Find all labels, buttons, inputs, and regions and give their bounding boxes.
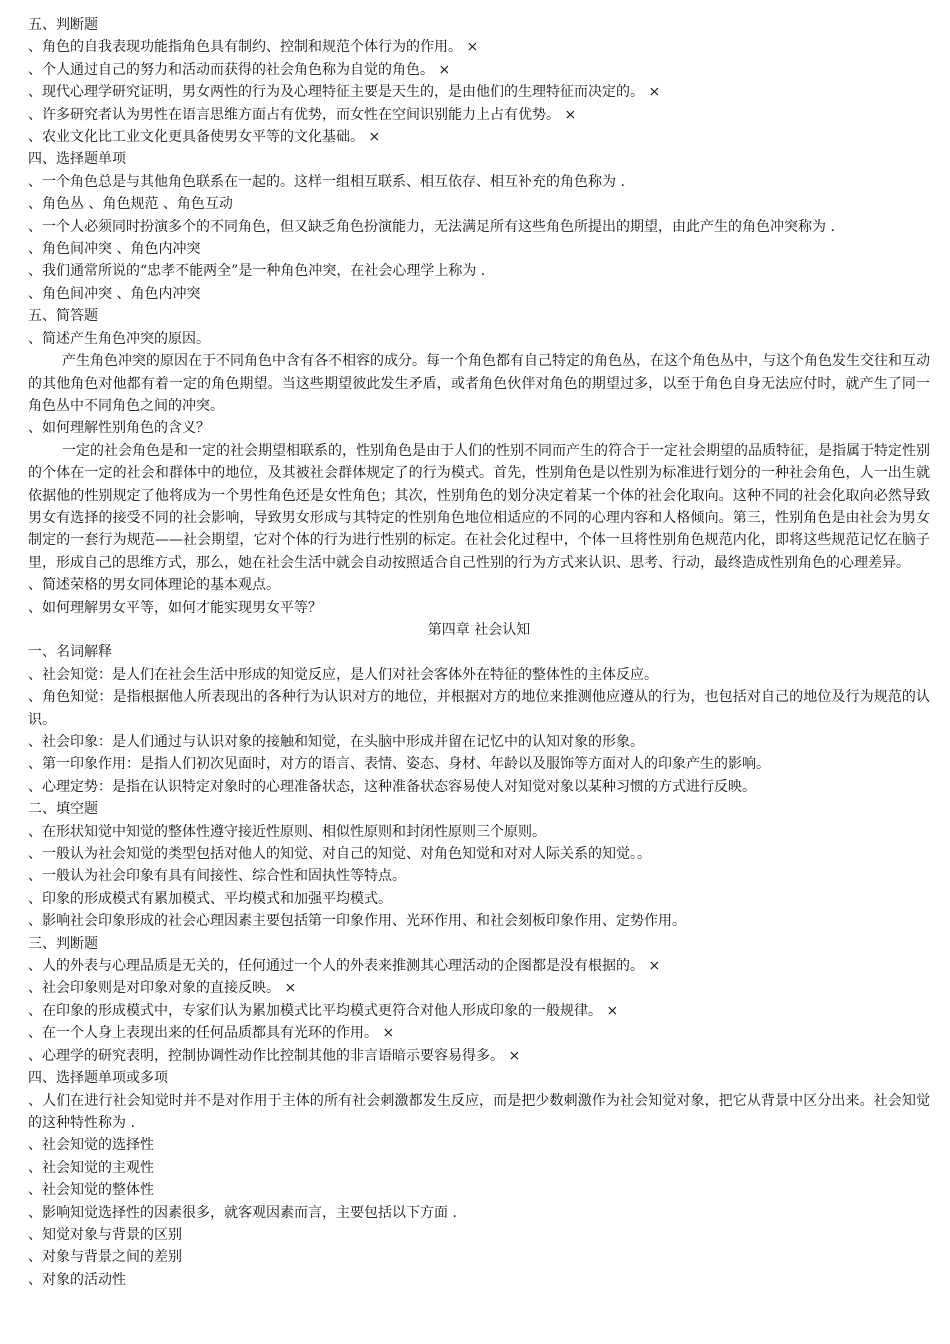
text-line: 、角色间冲突 、角色内冲突 xyxy=(28,285,201,302)
text-line: 、社会知觉：是人们在社会生活中形成的知觉反应，是人们对社会客体外在特征的整体性的主体反应。 xyxy=(28,666,658,683)
text-line: 一定的社会角色是和一定的社会期望相联系的，性别角色是由于人们的性别不同而产生的符合于一定社会期望的品质特征，是指属于特定性别的个体在一定的社会和群体中的地位，及其被社会群体规定了的行为模式。首先，性别角色是以性别为标准进行划分的一种社会角色，人一出生就依据他的性别规定了他将成为一个男性角色还是女性角色；其次，性别角色的划分决定着某一个体的社会化取向。这种不同的社会化取向必然导致男女有选择的接受不同的社会影响，导致男女形成与其特定的性别角色地位相适应的不同的心理内容和人格倾向。第三，性别角色是由社会为男女制定的一套行为规范——社会期望，它对个体的行为进行性别的标定。在社会化过程中，个体一旦将性别角色规范内化，即将这些规范记忆在脑子里，形成自己的思维方式，那么，她在社会生活中就会自动按照适合自己性别的行为方式来认识、思考、行动，最终造成性别角色的心理差异。 xyxy=(28,442,930,571)
text-line: 、个人通过自己的努力和活动而获得的社会角色称为自觉的角色。 × xyxy=(28,61,451,78)
text-line: 四、选择题单项或多项 xyxy=(28,1070,168,1087)
text-line: 、一般认为社会知觉的类型包括对他人的知觉、对自己的知觉、对角色知觉和对对人际关系的知觉。。 xyxy=(28,846,651,863)
text-line: 、社会印象则是对印象对象的直接反映。 × xyxy=(28,980,297,997)
text-line: 、社会知觉的整体性 xyxy=(28,1182,154,1199)
document-page xyxy=(28,14,930,1291)
text-line: 、许多研究者认为男性在语言思维方面占有优势，而女性在空间识别能力上占有优势。 × xyxy=(28,106,577,123)
text-line: 、在一个人身上表现出来的任何品质都具有光环的作用。 × xyxy=(28,1025,395,1042)
text-line: 、角色的自我表现功能指角色具有制约、控制和规范个体行为的作用。 × xyxy=(28,39,479,56)
text-line: 、农业文化比工业文化更具备使男女平等的文化基础。 × xyxy=(28,129,381,146)
text-line: 、如何理解男女平等，如何才能实现男女平等？ xyxy=(28,599,322,616)
text-line: 、人的外表与心理品质是无关的，任何通过一个人的外表来推测其心理活动的企图都是没有根据的。 × xyxy=(28,958,661,975)
text-line: 、心理定势：是指在认识特定对象时的心理准备状态，这种准备状态容易使人对知觉对象以某种习惯的方式进行反映。 xyxy=(28,778,756,795)
text-line: 、知觉对象与背景的区别 xyxy=(28,1226,182,1243)
text-line: 、一般认为社会印象有具有间接性、综合性和固执性等特点。 xyxy=(28,868,406,885)
text-line: 、印象的形成模式有累加模式、平均模式和加强平均模式。 xyxy=(28,890,392,907)
text-line: 、在印象的形成模式中，专家们认为累加模式比平均模式更符合对他人形成印象的一般规律。 × xyxy=(28,1002,619,1019)
text-line: 、第一印象作用：是指人们初次见面时，对方的语言、表情、姿态、身材、年龄以及服饰等方面对人的印象产生的影响。 xyxy=(28,756,770,773)
text-line: 、影响知觉选择性的因素很多，就客观因素而言，主要包括以下方面 . xyxy=(28,1204,457,1221)
text-line: 、在形状知觉中知觉的整体性遵守接近性原则、相似性原则和封闭性原则三个原则。 xyxy=(28,823,546,840)
text-line: 、角色知觉：是指根据他人所表现出的各种行为认识对方的地位，并根据对方的地位来推测他应遵从的行为，也包括对自己的地位及行为规范的认识。 xyxy=(28,689,930,728)
text-line: 、简述荣格的男女同体理论的基本观点。 xyxy=(28,577,280,594)
text-line: 四、选择题单项 xyxy=(28,151,126,168)
text-line: 一、名词解释 xyxy=(28,644,112,661)
text-line: 、我们通常所说的“忠孝不能两全”是一种角色冲突，在社会心理学上称为 . xyxy=(28,263,486,280)
text-line: 、一个人必须同时扮演多个的不同角色，但又缺乏角色扮演能力，无法满足所有这些角色所提出的期望，由此产生的角色冲突称为 . xyxy=(28,218,835,235)
text-line: 、社会知觉的主观性 xyxy=(28,1159,154,1176)
text-line: 、社会知觉的选择性 xyxy=(28,1137,154,1154)
text-line: 、角色间冲突 、角色内冲突 xyxy=(28,241,201,258)
text-line: 、对象的活动性 xyxy=(28,1271,126,1288)
text-line: 三、判断题 xyxy=(28,935,98,952)
text-line: 、影响社会印象形成的社会心理因素主要包括第一印象作用、光环作用、和社会刻板印象作用、定势作用。 xyxy=(28,913,686,930)
text-line: 、心理学的研究表明，控制协调性动作比控制其他的非言语暗示要容易得多。 × xyxy=(28,1047,521,1064)
text-line: 五、简答题 xyxy=(28,308,98,325)
text-line: 、社会印象：是人们通过与认识对象的接触和知觉，在头脑中形成并留在记忆中的认知对象的形象。 xyxy=(28,734,644,750)
text-line: 、简述产生角色冲突的原因。 xyxy=(28,330,210,347)
text-line: 、角色丛 、角色规范 、角色互动 xyxy=(28,196,233,213)
text-line: 、人们在进行社会知觉时并不是对作用于主体的所有社会刺激都发生反应，而是把少数刺激作为社会知觉对象，把它从背景中区分出来。社会知觉的这种特性称为 . xyxy=(28,1092,930,1131)
text-line: 产生角色冲突的原因在于不同角色中含有各不相容的成分。每一个角色都有自己特定的角色丛，在这个角色丛中，与这个角色发生交往和互动的其他角色对他都有着一定的角色期望。当这些期望彼此发生矛盾，或者角色伙伴对角色的期望过多，以至于角色自身无法应付时，就产生了同一角色丛中不同角色之间的冲突。 xyxy=(28,353,930,414)
text-line: 、如何理解性别角色的含义？ xyxy=(28,420,210,437)
text-line: 、对象与背景之间的差别 xyxy=(28,1249,182,1266)
text-line: 五、判断题 xyxy=(28,17,98,33)
text-line: 、现代心理学研究证明，男女两性的行为及心理特征主要是天生的，是由他们的生理特征而决定的。 × xyxy=(28,84,661,101)
text-line: 第四章 社会认知 xyxy=(427,621,531,638)
text-line: 二、填空题 xyxy=(28,801,98,818)
text-line: 、一个角色总是与其他角色联系在一起的。这样一组相互联系、相互依存、相互补充的角色称为 . xyxy=(28,173,625,190)
